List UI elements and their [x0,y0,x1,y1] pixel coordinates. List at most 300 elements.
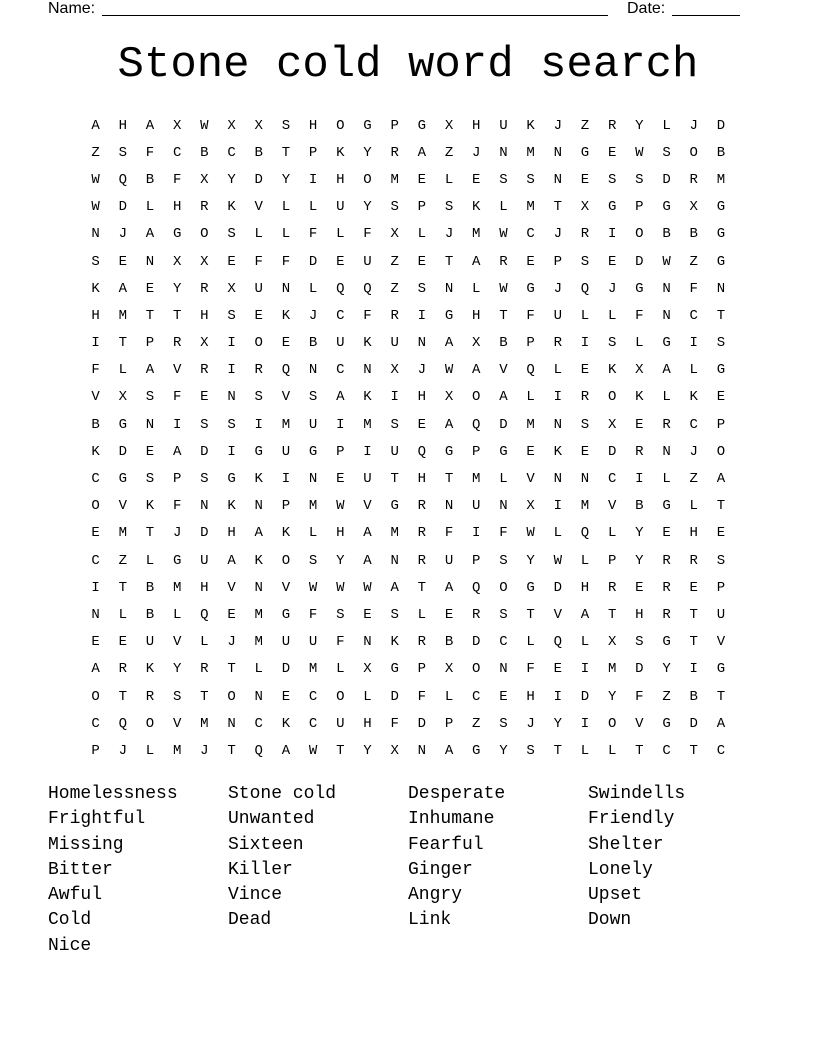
grid-cell: F [363,307,372,324]
grid-cell: N [499,661,508,678]
grid-cell: B [200,144,209,161]
grid-cell: E [635,579,644,596]
grid-cell: A [390,579,399,596]
grid-cell: A [580,606,590,623]
grid-cell: G [716,661,726,678]
grid-cell: Q [580,525,590,542]
grid-cell: L [308,199,318,216]
word-list-item: Missing [48,834,124,855]
grid-cell: S [499,715,508,732]
word-list-item: Swindells [588,784,686,804]
grid-cell: T [336,742,345,759]
grid-cell: K [91,280,100,297]
grid-cell: I [607,226,617,243]
grid-cell: K [526,117,535,134]
grid-cell: E [580,443,590,460]
grid-cell: T [227,742,236,759]
grid-cell: C [336,362,345,379]
grid-cell: E [417,171,427,188]
grid-cell: D [635,661,644,678]
grid-cell: J [689,443,698,460]
grid-cell: J [553,226,562,243]
grid-cell: W [200,117,209,134]
grid-cell: Q [363,280,372,297]
grid-cell: N [553,416,562,433]
grid-cell: L [145,552,155,569]
grid-cell: G [662,498,671,515]
grid-cell: N [553,471,562,488]
grid-cell: B [145,606,155,623]
grid-cell: P [553,253,562,270]
grid-cell: T [553,742,562,759]
grid-cell: J [526,715,535,732]
grid-cell: J [118,226,127,243]
word-list-item: Fearful [408,834,484,855]
grid-cell: L [417,606,427,623]
grid-cell: B [308,335,318,352]
grid-cell: V [607,498,617,515]
grid-cell: Y [363,199,372,216]
name-date-header [48,0,740,20]
grid-row [82,194,735,221]
grid-cell: S [336,606,345,623]
grid-cell: L [662,117,671,134]
grid-cell: I [281,471,291,488]
grid-cell: S [254,389,263,406]
grid-cell: R [472,606,481,623]
grid-cell: U [200,552,209,569]
grid-cell: N [145,253,155,270]
grid-cell: M [254,634,263,651]
grid-cell: B [145,171,155,188]
grid-cell: V [172,634,182,651]
grid-cell: G [716,199,726,216]
grid-cell: B [444,634,454,651]
grid-cell: P [472,443,481,460]
grid-cell: A [172,443,182,460]
grid-cell: U [363,471,372,488]
grid-cell: C [91,715,100,732]
grid-cell: S [635,171,644,188]
grid-cell: S [390,606,399,623]
word-list-item: Ginger [408,859,473,880]
grid-cell: T [444,471,454,488]
grid-cell: I [390,389,399,406]
grid-cell: B [254,144,263,161]
grid-cell: V [716,634,726,651]
grid-cell: O [716,443,726,460]
grid-cell: N [390,552,399,569]
grid-cell: G [662,715,671,732]
grid-cell: F [444,525,454,542]
grid-cell: C [308,715,318,732]
grid-cell: I [254,416,263,433]
grid-cell: G [716,362,726,379]
grid-cell: E [607,144,617,161]
grid-cell: E [580,171,590,188]
grid-cell: W [499,280,508,297]
grid-cell: M [580,498,590,515]
grid-cell: U [716,606,726,623]
grid-cell: E [227,253,236,270]
grid-cell: T [716,688,726,705]
grid-row [82,574,735,601]
grid-cell: O [607,715,617,732]
grid-cell: A [472,362,481,379]
grid-cell: G [254,443,263,460]
grid-cell: A [281,742,291,759]
word-list [48,782,768,959]
grid-cell: B [91,416,100,433]
grid-cell: U [336,199,345,216]
grid-cell: G [390,661,399,678]
grid-cell: U [363,253,372,270]
grid-cell: T [716,498,726,515]
word-list-item: Bitter [48,859,113,880]
grid-cell: J [118,742,127,759]
grid-cell: K [281,525,291,542]
date-label: Date: [627,0,666,17]
grid-cell: R [390,307,399,324]
grid-cell: G [662,199,671,216]
grid-row [82,601,735,628]
grid-cell: Y [336,552,345,569]
grid-cell: X [635,362,644,379]
grid-cell: K [336,144,345,161]
grid-cell: V [281,389,291,406]
grid-cell: Y [635,117,644,134]
grid-cell: G [444,307,454,324]
grid-cell: L [689,362,698,379]
grid-cell: H [336,525,345,542]
grid-cell: P [145,335,155,352]
word-list-item: Desperate [408,784,506,804]
grid-cell: L [499,199,508,216]
grid-cell: C [336,307,345,324]
grid-cell: L [607,742,617,759]
grid-cell: N [662,443,671,460]
grid-cell: U [145,634,155,651]
grid-cell: M [472,471,481,488]
grid-cell: I [580,715,590,732]
grid-cell: F [390,715,399,732]
grid-cell: N [227,715,236,732]
grid-cell: O [145,715,155,732]
word-list-item: Killer [228,859,293,880]
grid-cell: W [308,742,318,759]
grid-cell: G [118,416,127,433]
grid-cell: R [417,498,427,515]
date-write-line [672,15,740,16]
grid-cell: L [499,471,508,488]
grid-cell: E [227,606,236,623]
grid-cell: T [526,606,535,623]
grid-cell: S [308,389,318,406]
grid-cell: N [227,389,236,406]
grid-cell: Y [227,171,236,188]
grid-cell: L [580,742,590,759]
grid-cell: V [281,579,291,596]
grid-cell: X [200,335,209,352]
grid-cell: X [254,117,263,134]
grid-cell: K [91,443,100,460]
grid-cell: C [308,688,318,705]
grid-cell: F [172,498,182,515]
word-list-item: Unwanted [228,809,315,830]
grid-cell: N [662,307,671,324]
grid-cell: R [607,579,617,596]
grid-cell: B [689,688,698,705]
word-list-item: Angry [408,885,463,906]
grid-cell: D [689,715,698,732]
grid-cell: D [118,443,127,460]
grid-cell: H [200,307,209,324]
grid-cell: A [254,525,263,542]
grid-cell: V [499,362,508,379]
grid-cell: Q [472,579,481,596]
grid-cell: S [607,171,617,188]
grid-cell: S [499,171,508,188]
grid-cell: I [308,171,318,188]
grid-cell: S [200,416,209,433]
grid-cell: I [580,661,590,678]
grid-cell: W [444,362,454,379]
grid-cell: P [526,335,535,352]
grid-cell: H [417,389,427,406]
grid-cell: I [553,389,562,406]
grid-cell: D [417,715,427,732]
grid-cell: D [390,688,399,705]
grid-row [82,330,735,357]
grid-row [82,438,735,465]
grid-cell: L [254,226,263,243]
grid-cell: Z [390,253,399,270]
grid-cell: I [172,416,182,433]
grid-cell: R [580,226,590,243]
grid-cell: X [689,199,698,216]
grid-cell: X [444,117,454,134]
grid-cell: L [689,498,698,515]
grid-cell: J [553,280,562,297]
grid-cell: S [227,226,236,243]
grid-cell: T [200,688,209,705]
word-list-item: Shelter [588,834,664,855]
grid-cell: R [662,552,671,569]
grid-cell: N [145,416,155,433]
grid-row [82,629,735,656]
grid-cell: S [580,416,590,433]
grid-cell: E [145,280,155,297]
grid-cell: S [390,199,399,216]
grid-cell: H [227,525,236,542]
grid-cell: P [417,661,427,678]
grid-cell: H [417,471,427,488]
grid-cell: E [118,634,127,651]
grid-cell: L [118,362,127,379]
grid-cell: Y [526,552,535,569]
grid-cell: S [200,471,209,488]
grid-cell: V [118,498,127,515]
grid-cell: T [689,634,698,651]
grid-cell: F [635,688,644,705]
grid-cell: I [417,307,427,324]
grid-cell: R [390,144,399,161]
grid-cell: U [390,335,399,352]
grid-cell: G [172,552,182,569]
grid-cell: Z [118,552,127,569]
grid-cell: M [363,416,372,433]
grid-cell: E [336,253,345,270]
grid-cell: A [444,579,454,596]
grid-cell: J [227,634,236,651]
grid-cell: G [118,471,127,488]
grid-cell: I [689,661,698,678]
grid-cell: P [635,199,644,216]
grid-cell: C [499,634,508,651]
grid-cell: Y [281,171,291,188]
word-list-item: Sixteen [228,834,304,855]
grid-cell: W [336,579,345,596]
word-list-item: Inhumane [408,809,495,830]
grid-cell: O [363,171,372,188]
grid-cell: R [607,117,617,134]
grid-cell: M [526,416,535,433]
grid-cell: S [390,416,399,433]
grid-cell: E [145,443,155,460]
grid-row [82,411,735,438]
grid-cell: Y [363,144,372,161]
grid-cell: J [607,280,617,297]
grid-cell: W [499,226,508,243]
grid-cell: X [444,389,454,406]
grid-cell: S [499,606,508,623]
grid-cell: G [662,634,671,651]
letter-grid [82,112,735,765]
grid-cell: L [526,389,535,406]
grid-cell: R [662,606,671,623]
grid-cell: E [607,253,617,270]
grid-cell: I [336,416,345,433]
grid-cell: D [200,525,209,542]
grid-cell: E [417,416,427,433]
grid-cell: M [390,171,399,188]
grid-cell: Z [689,471,698,488]
grid-cell: F [172,171,182,188]
grid-cell: Q [336,280,345,297]
grid-cell: L [254,661,263,678]
grid-cell: F [281,253,291,270]
grid-cell: G [363,117,372,134]
grid-cell: W [91,199,100,216]
grid-cell: Z [472,715,481,732]
grid-cell: H [526,688,535,705]
grid-cell: O [336,117,345,134]
grid-cell: M [281,416,291,433]
grid-cell: D [200,443,209,460]
grid-cell: I [91,579,100,596]
word-list-item: Awful [48,885,103,906]
grid-cell: J [200,742,209,759]
grid-cell: U [444,552,454,569]
grid-cell: N [254,579,263,596]
grid-cell: Y [635,525,644,542]
grid-cell: C [91,552,100,569]
grid-cell: D [716,117,726,134]
page-title: Stone cold word search [117,40,699,90]
grid-cell: D [254,171,263,188]
grid-cell: U [472,498,481,515]
grid-cell: P [444,715,454,732]
grid-cell: E [91,525,100,542]
grid-cell: F [336,634,345,651]
grid-cell: L [281,199,291,216]
grid-cell: C [526,226,535,243]
grid-cell: A [363,552,372,569]
grid-cell: R [580,389,590,406]
grid-cell: H [363,715,372,732]
grid-cell: V [254,199,263,216]
grid-cell: N [662,280,671,297]
grid-cell: E [444,606,454,623]
grid-cell: G [526,579,535,596]
grid-cell: L [662,389,671,406]
grid-cell: Q [472,416,481,433]
word-list-item: Homelessness [48,784,178,804]
grid-cell: I [363,443,372,460]
grid-cell: T [607,606,617,623]
grid-cell: L [444,171,454,188]
grid-cell: S [145,471,155,488]
grid-cell: N [308,362,318,379]
grid-cell: O [472,661,481,678]
grid-cell: V [363,498,372,515]
grid-cell: A [118,280,127,297]
grid-cell: Y [172,280,182,297]
grid-cell: Z [390,280,399,297]
grid-cell: R [689,171,698,188]
grid-cell: N [553,171,562,188]
grid-cell: E [254,307,263,324]
grid-cell: A [91,661,100,678]
grid-cell: T [118,335,127,352]
grid-cell: D [118,199,127,216]
grid-cell: S [499,552,508,569]
grid-cell: Y [499,742,508,759]
grid-cell: X [227,280,236,297]
grid-row [82,547,735,574]
grid-cell: W [336,498,345,515]
grid-cell: M [390,525,399,542]
grid-cell: L [145,742,155,759]
grid-row [82,683,735,710]
grid-cell: L [580,634,590,651]
grid-cell: F [689,280,698,297]
grid-cell: N [716,280,726,297]
grid-cell: T [689,742,698,759]
grid-cell: E [336,471,345,488]
grid-row [82,465,735,492]
grid-cell: E [91,634,100,651]
grid-cell: E [472,171,481,188]
grid-cell: T [172,307,182,324]
grid-cell: T [281,144,291,161]
grid-cell: N [499,498,508,515]
grid-cell: S [526,171,535,188]
grid-cell: F [526,661,535,678]
grid-cell: Z [580,117,590,134]
grid-cell: N [580,471,590,488]
grid-cell: N [281,280,291,297]
